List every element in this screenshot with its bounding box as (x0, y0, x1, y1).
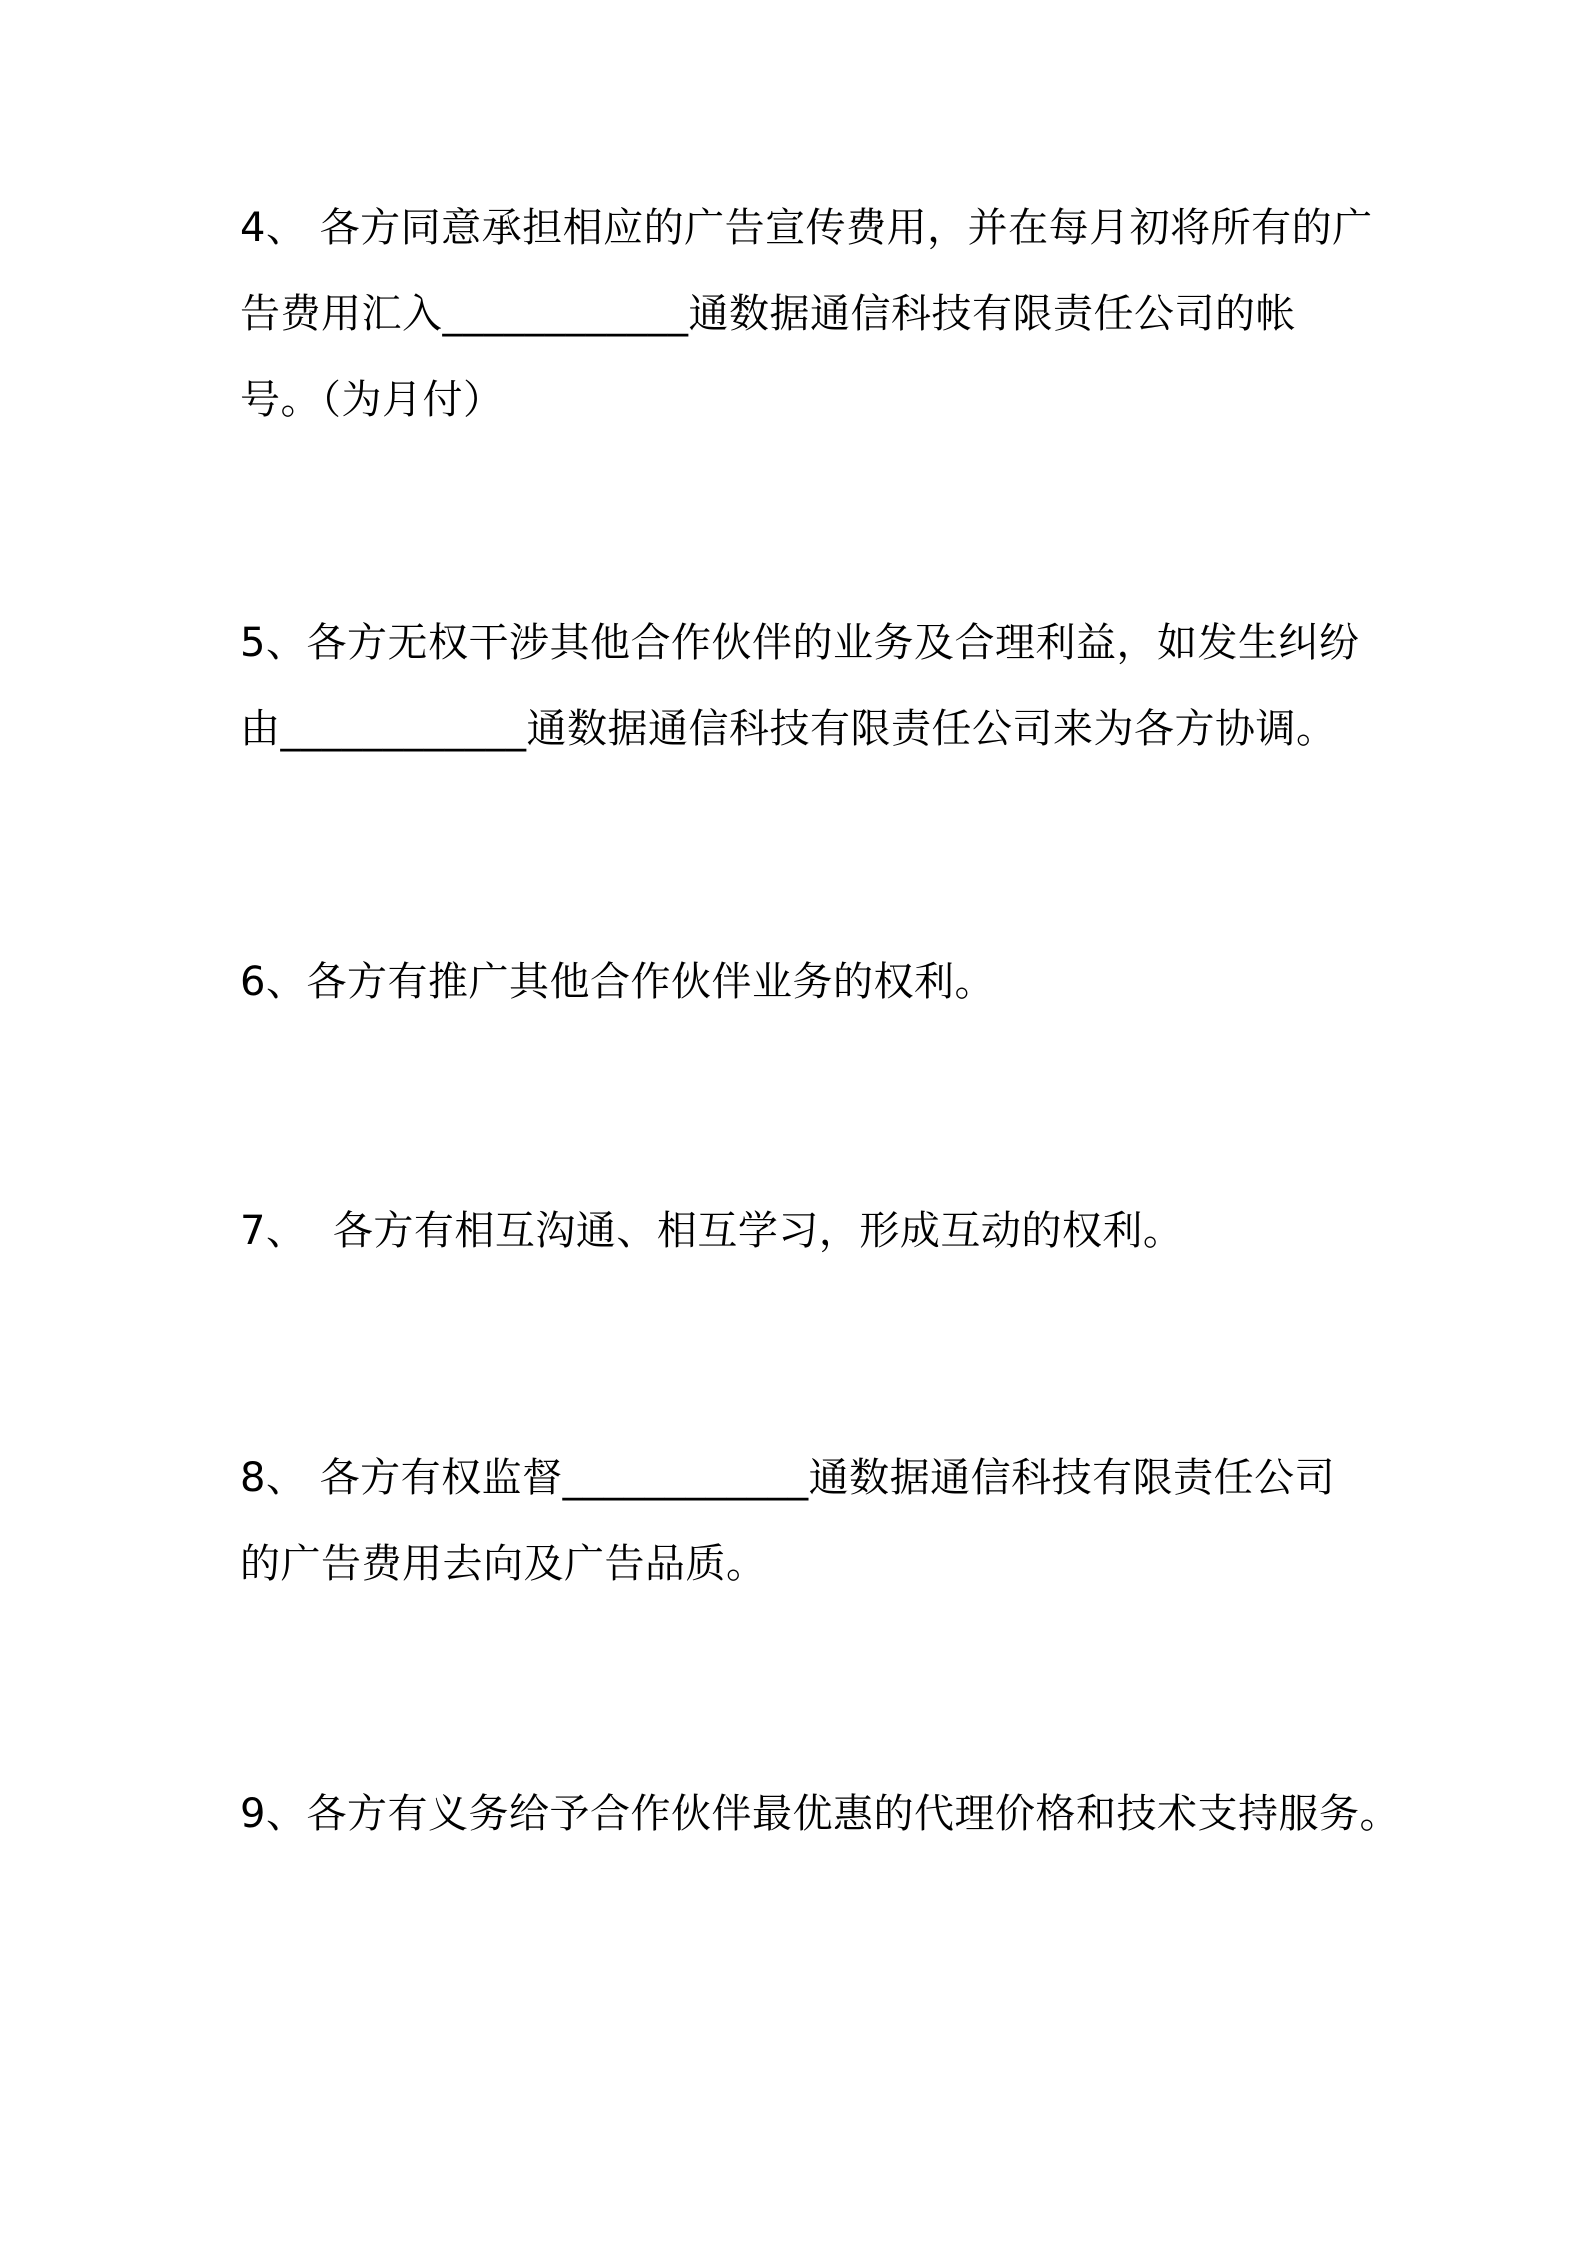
clause-8 (240, 1435, 1370, 1607)
clause-8-line-1: 8、 各方有权监督____________通数据通信科技有限责任公司 (240, 1455, 1336, 1501)
clause-4 (240, 185, 1373, 443)
clause-6-line-1: 6、各方有推广其他合作伙伴业务的权利。 (240, 959, 995, 1005)
clause-7-line-1: 7、 各方有相互沟通、相互学习，形成互动的权利。 (240, 1208, 1184, 1254)
clause-4-line-1: 4、 各方同意承担相应的广告宣传费用，并在每月初将所有的广 (240, 205, 1373, 251)
clause-9 (240, 1771, 1400, 1857)
clause-4-line-2: 告费用汇入____________通数据通信科技有限责任公司的帐 (240, 291, 1296, 337)
clause-4-line-3: 号。（为月付） (240, 377, 504, 423)
clause-9-line-1: 9、各方有义务给予合作伙伴最优惠的代理价格和技术支持服务。 (240, 1791, 1400, 1837)
clause-5-line-1: 5、各方无权干涉其他合作伙伴的业务及合理利益，如发生纠纷 (240, 620, 1360, 666)
clause-6 (240, 939, 1370, 1025)
clause-8-line-2: 的广告费用去向及广告品质。 (240, 1541, 767, 1587)
clause-7 (240, 1188, 1370, 1274)
clause-5 (240, 600, 1370, 772)
clause-5-line-2: 由____________通数据通信科技有限责任公司来为各方协调。 (240, 706, 1337, 752)
